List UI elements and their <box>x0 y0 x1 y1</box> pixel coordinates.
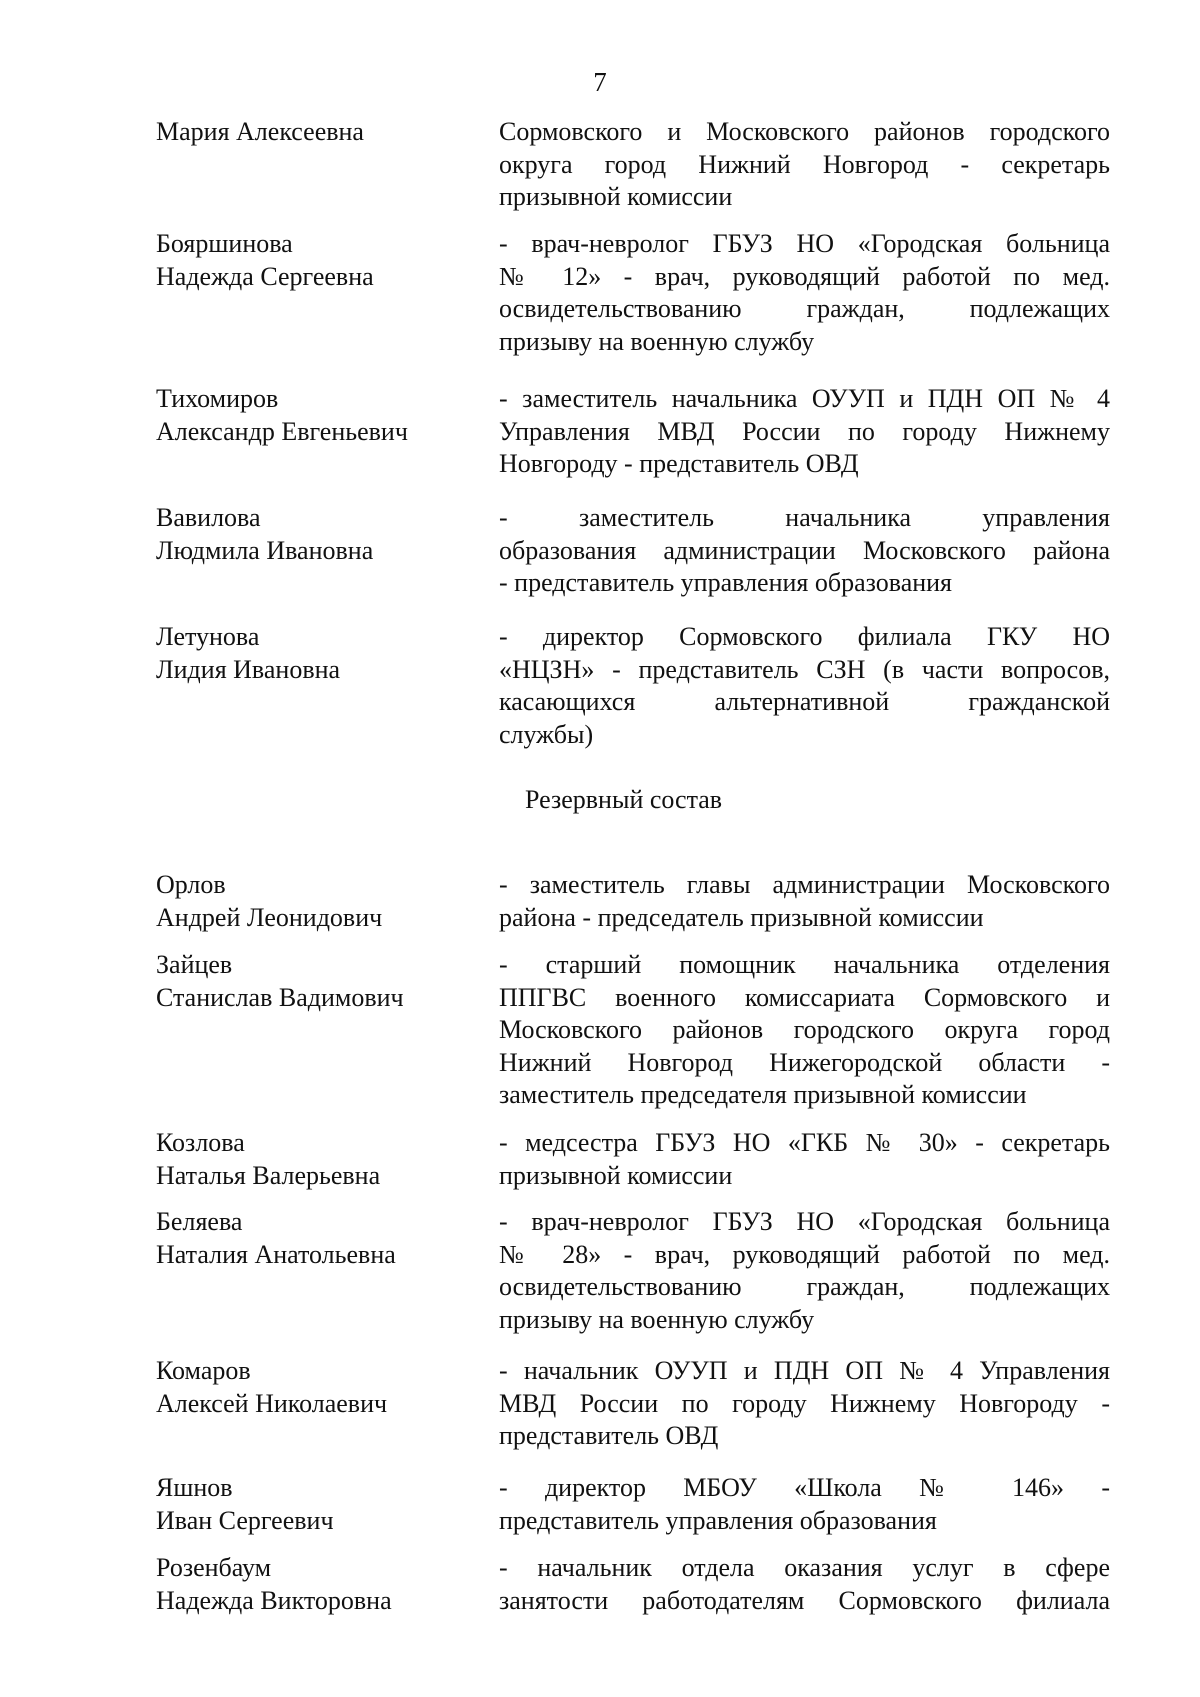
member-name: Вавилова Людмила Ивановна <box>156 503 374 565</box>
member-role: Сормовского и Московского районов городского округа город Нижний Новгород - секретарь призывной комиссии <box>499 117 1110 211</box>
section-title-reserve: Резервный состав <box>525 785 723 814</box>
member-role: - начальник отдела оказания услуг в сфере занятости работодателям Сормовского филиала <box>499 1553 1110 1615</box>
member-role: - старший помощник начальника отделения ППГВС военного комиссариата Сормовского и Московского районов городского округа город Нижний Новгород Нижегородской области - заместитель председателя призывной комиссии <box>499 950 1110 1109</box>
member-name: Летунова Лидия Ивановна <box>156 622 341 684</box>
member-role: - заместитель начальника управления образования администрации Московского района - представитель управления образования <box>499 503 1110 597</box>
member-name: Орлов Андрей Леонидович <box>156 870 383 932</box>
member-name: Бояршинова Надежда Сергеевна <box>156 229 374 291</box>
member-role: - врач-невролог ГБУЗ НО «Городская больница № 28» - врач, руководящий работой по мед. освидетельствованию граждан, подлежащих призыву на военную службу <box>499 1207 1110 1334</box>
member-role: - директор Сормовского филиала ГКУ НО «НЦЗН» - представитель СЗН (в части вопросов, касающихся альтернативной гражданской службы) <box>499 622 1110 749</box>
member-name: Яшнов Иван Сергеевич <box>156 1473 334 1535</box>
member-role: - начальник ОУУП и ПДН ОП № 4 Управления МВД России по городу Нижнему Новгороду - представитель ОВД <box>499 1356 1110 1450</box>
member-name: Мария Алексеевна <box>156 117 364 146</box>
member-name: Комаров Алексей Николаевич <box>156 1356 388 1418</box>
member-role: - директор МБОУ «Школа № 146» - представитель управления образования <box>499 1473 1110 1535</box>
member-role: - заместитель главы администрации Московского района - председатель призывной комиссии <box>499 870 1110 932</box>
member-role: - заместитель начальника ОУУП и ПДН ОП № 4 Управления МВД России по городу Нижнему Новгороду - представитель ОВД <box>499 384 1110 478</box>
member-role: - врач-невролог ГБУЗ НО «Городская больница № 12» - врач, руководящий работой по мед. освидетельствованию граждан, подлежащих призыву на военную службу <box>499 229 1110 356</box>
member-name: Розенбаум Надежда Викторовна <box>156 1553 392 1615</box>
member-name: Козлова Наталья Валерьевна <box>156 1128 381 1190</box>
member-name: Беляева Наталия Анатольевна <box>156 1207 396 1269</box>
page-number: 7 <box>593 67 607 97</box>
member-name: Тихомиров Александр Евгеньевич <box>156 384 408 446</box>
member-role: - медсестра ГБУЗ НО «ГКБ № 30» - секретарь призывной комиссии <box>499 1128 1110 1190</box>
member-name: Зайцев Станислав Вадимович <box>156 950 404 1012</box>
